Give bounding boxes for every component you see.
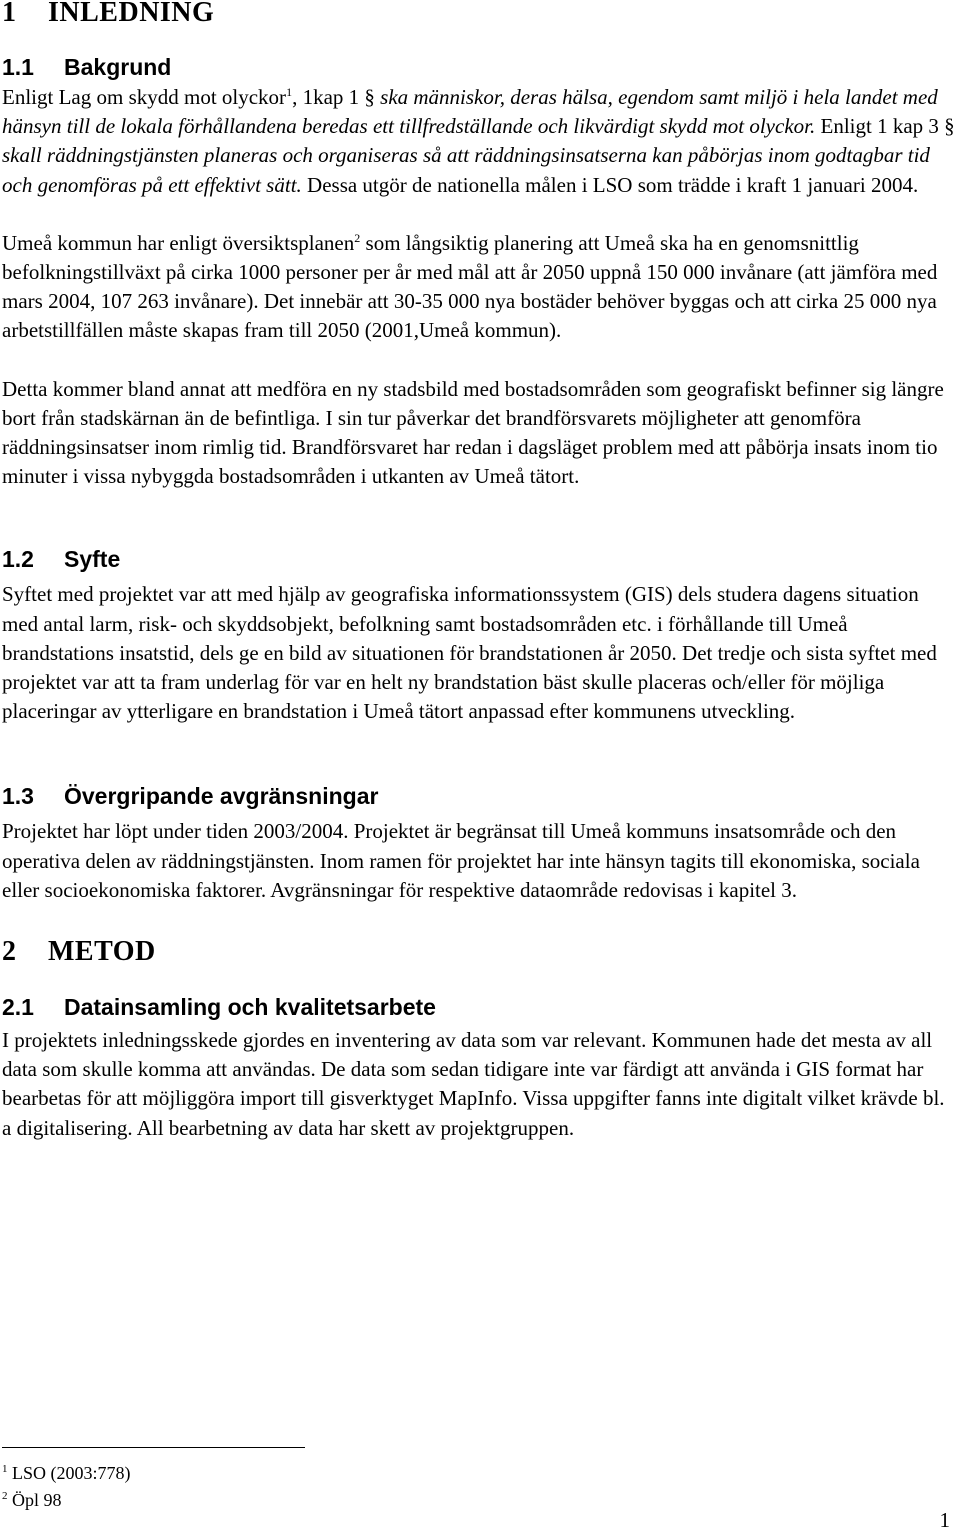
section-number: 1.1 (2, 54, 34, 80)
footnotes (2, 1460, 131, 1514)
footnote-text: Öpl 98 (12, 1490, 62, 1510)
paragraph-datainsamling: I projektets inledningsskede gjordes en inventering av data som var relevant. Kommunen hade det mesta av all data som skulle komma att användas. De data som sedan tidigare inte var färdigt att använda i GIS format har bearbetas för att möjliggöra import till gisverktyget MapInfo. Vissa uppgifter fanns inte digitalt vilket krävde bl. a digitalisering. All bearbetning av data har skett av projektgruppen. (2, 1028, 945, 1140)
footnote-ref: 1 (286, 85, 293, 99)
section-title: Övergripande avgränsningar (64, 783, 379, 810)
page-number: 1 (939, 1508, 950, 1532)
section-sign: § (364, 85, 375, 109)
footnote-separator (2, 1447, 305, 1448)
section-number: 2.1 (2, 994, 34, 1021)
paragraph-bakgrund-1 (2, 83, 958, 200)
section-title: Datainsamling och kvalitetsarbete (64, 994, 436, 1021)
section-title: Syfte (64, 546, 121, 573)
section-heading-2-1 (2, 993, 958, 1021)
footnote-mark: 2 (2, 1490, 8, 1502)
paragraph-syfte: Syftet med projektet var att med hjälp av geografiska informationssystem (GIS) dels studera dagens situation med antal larm, risk- och skyddsobjekt, befolkning samt bostadsområden etc. i förhållande till Umeå brandstations insatstid, dels ge en bild av situationen för brandstationen år 2050. Det tredje och sista syftet med projektet var att ta fram underlag för var en helt ny brandstation bäst skulle placeras och/eller för möjliga placeringar av ytterligare en brandstation i Umeå tätort anpassad efter kommunens utveckling. (2, 582, 937, 724)
section-heading-1-3 (2, 782, 958, 810)
text-run: Dessa utgör de nationella målen i LSO som trädde i kraft 1 januari 2004. (301, 172, 919, 197)
text-run: , 1kap 1 (292, 85, 365, 109)
section-number: 1.3 (2, 783, 34, 810)
footnote-1 (2, 1460, 131, 1487)
chapter-title: INLEDNING (48, 0, 215, 28)
section-sign: § (944, 114, 955, 139)
text-run: Enligt 1 kap 3 (815, 114, 945, 139)
chapter-heading-1 (2, 0, 958, 26)
paragraph-bakgrund-3: Detta kommer bland annat att medföra en ny stadsbild med bostadsområden som geografiskt befinner sig längre bort från stadskärnan än de befintliga. I sin tur påverkar det brandförsvarets möjligheter att genomföra räddningsinsatser inom rimlig tid. Brandförsvaret har redan i dagsläget problem med att påbörja insats inom tio minuter i vissa nybyggda bostadsområden i utkanten av Umeå tätort. (2, 376, 944, 489)
section-heading-1-1 (2, 53, 958, 81)
paragraph-bakgrund-2 (2, 229, 958, 346)
text-run: Enligt Lag om skydd mot olyckor (2, 85, 287, 109)
section-title: Bakgrund (64, 54, 172, 80)
footnote-2 (2, 1487, 131, 1514)
quoted-law-text: skall räddningstjänsten planeras och organiseras så att räddningsinsatserna kan påbörjas inom godtagbar tid och genomföras på ett effektivt sätt. (2, 143, 930, 197)
quoted-law-text: ska människor, deras hälsa, egendom samt miljö i hela landet med hänsyn till de lokala förhållandena beredas ett tillfredställande och likvärdigt skydd mot olyckor. (2, 85, 938, 139)
paragraph-avgransningar: Projektet har löpt under tiden 2003/2004. Projektet är begränsat till Umeå kommuns insatsområde och den operativa delen av räddningstjänsten. Inom ramen för projektet har inte hänsyn tagits till ekonomiska, sociala eller socioekonomiska faktorer. Avgränsningar för respektive dataområde redovisas i kapitel 3. (2, 819, 920, 902)
chapter-number: 2 (2, 936, 17, 968)
chapter-heading-2 (2, 936, 958, 968)
chapter-title: METOD (48, 936, 156, 968)
chapter-number: 1 (2, 0, 17, 28)
document-page (2, 0, 958, 1143)
footnote-mark: 1 (2, 1463, 8, 1475)
text-run: som långsiktig planering att Umeå ska ha en genomsnittlig befolkningstillväxt på cirka 1000 personer per år med mål att år 2050 uppnå 150 000 invånare (att jämföra med mars 2004, 107 263 invånare). Det innebär att 30-35 000 nya bostäder behöver byggas och att cirka 25 000 nya arbetstillfällen måste skapas fram till 2050 (2001,Umeå kommun). (2, 230, 938, 343)
text-run: Umeå kommun har enligt översiktsplanen (2, 230, 355, 255)
section-number: 1.2 (2, 546, 34, 573)
section-heading-1-2 (2, 545, 958, 573)
footnote-text: LSO (2003:778) (12, 1463, 131, 1483)
footnote-ref: 2 (354, 230, 361, 245)
